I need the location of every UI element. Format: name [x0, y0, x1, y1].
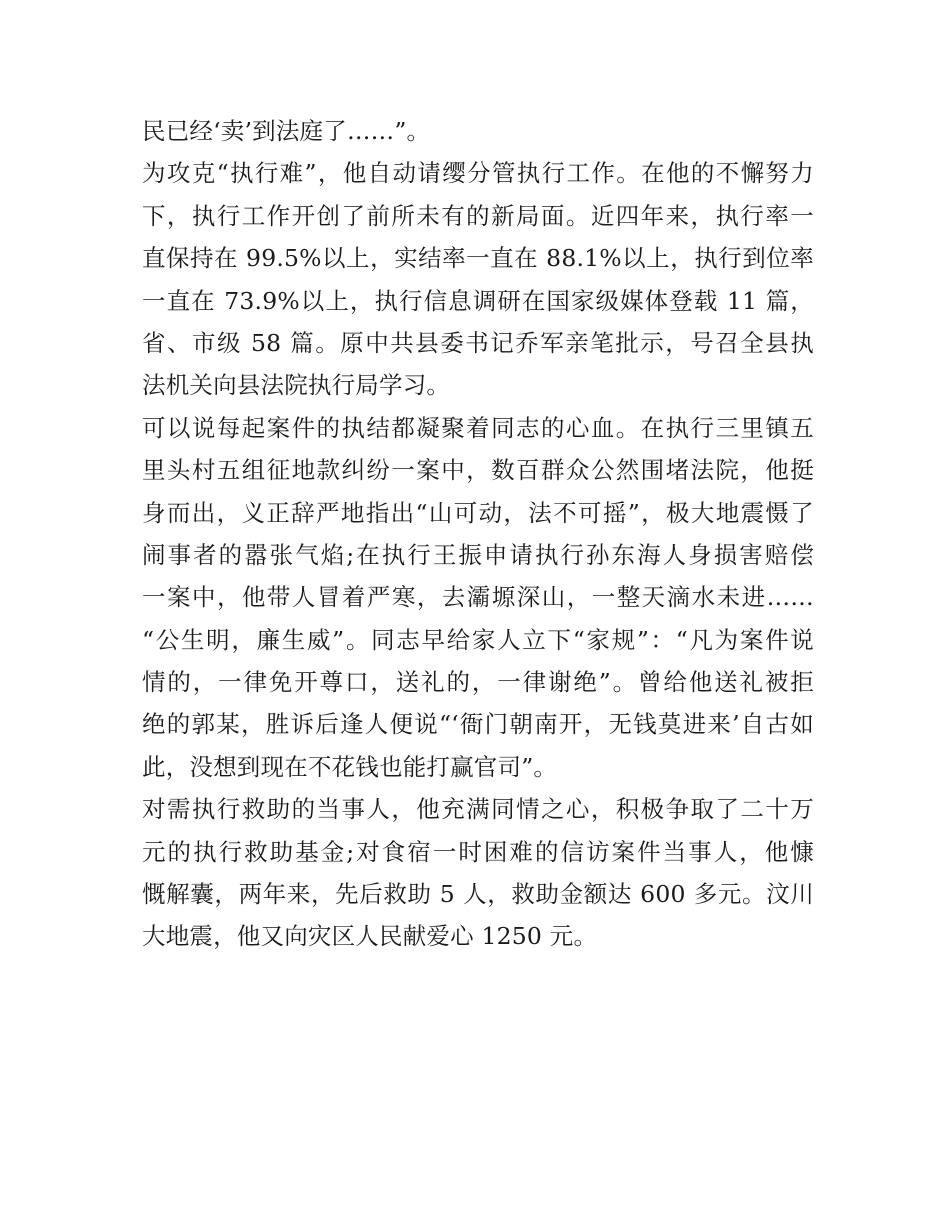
- text-line: 身而出，义正辞严地指出“山可动，法不可摇”，极大地震慑了: [142, 498, 814, 527]
- text-line: 直保持在 99.5%以上，实结率一直在 88.1%以上，执行到位率: [142, 244, 814, 273]
- text-line: 一直在 73.9%以上，执行信息调研在国家级媒体登载 11 篇，: [142, 286, 814, 315]
- text-line: 省、市级 58 篇。原中共县委书记乔军亲笔批示，号召全县执: [142, 328, 814, 357]
- text-line: 闹事者的嚣张气焰;在执行王振申请执行孙东海人身损害赔偿: [142, 540, 814, 569]
- text-line: 里头村五组征地款纠纷一案中，数百群众公然围堵法院，他挺: [142, 456, 814, 485]
- text-line: 可以说每起案件的执结都凝聚着同志的心血。在执行三里镇五: [142, 413, 814, 442]
- text-line: 绝的郭某，胜诉后逢人便说“‘衙门朝南开，无钱莫进来’自古如: [142, 710, 814, 739]
- text-line: 民已经‘卖’到法庭了……”。: [142, 117, 431, 145]
- text-line: 大地震，他又向灾区人民献爱心 1250 元。: [142, 922, 598, 951]
- text-line: 下，执行工作开创了前所未有的新局面。近四年来，执行率一: [142, 201, 814, 230]
- text-line: 对需执行救助的当事人，他充满同情之心，积极争取了二十万: [142, 795, 814, 824]
- text-line: 此，没想到现在不花钱也能打赢官司”。: [142, 752, 558, 781]
- text-line: 为攻克“执行难”，他自动请缨分管执行工作。在他的不懈努力: [142, 159, 814, 188]
- text-line: 元的执行救助基金;对食宿一时困难的信访案件当事人，他慷: [142, 837, 814, 866]
- text-line: 慨解囊，两年来，先后救助 5 人，救助金额达 600 多元。汶川: [142, 880, 814, 909]
- text-line: 情的，一律免开尊口，送礼的，一律谢绝”。曾给他送礼被拒: [142, 668, 814, 697]
- text-line: 一案中，他带人冒着严寒，去灞塬深山，一整天滴水未进……: [142, 583, 814, 612]
- text-line: 法机关向县法院执行局学习。: [142, 371, 451, 400]
- document-body: [142, 110, 814, 958]
- text-line: “公生明，廉生威”。同志早给家人立下“家规”：“凡为案件说: [142, 625, 814, 654]
